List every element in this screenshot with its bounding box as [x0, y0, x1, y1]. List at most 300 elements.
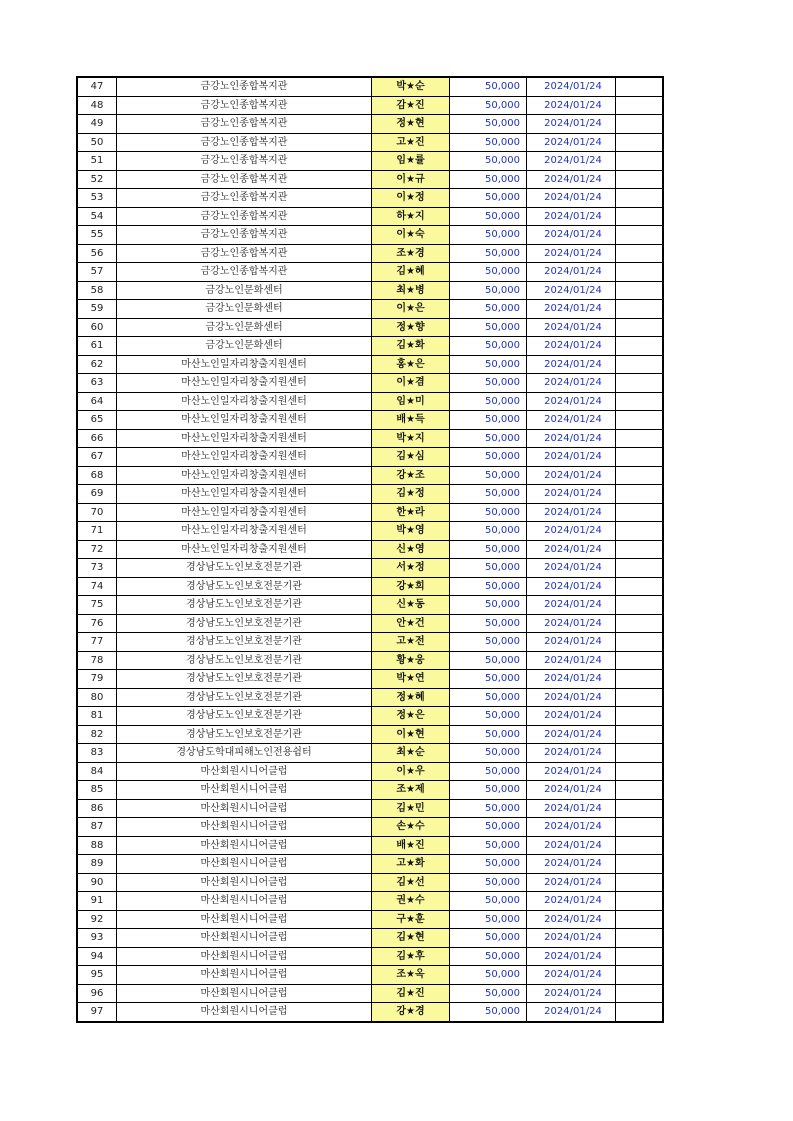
organization-cell: 경상남도학대피해노인전용쉼터: [117, 744, 372, 763]
organization-cell: 금강노인종합복지관: [117, 133, 372, 152]
recipient-name-cell: 정★향: [372, 318, 450, 337]
recipient-name-cell: 정★은: [372, 707, 450, 726]
date-cell: 2024/01/24: [527, 374, 616, 393]
row-number-cell: 90: [77, 873, 117, 892]
table-row: [77, 892, 663, 911]
note-cell: [616, 170, 664, 189]
row-number-cell: 77: [77, 633, 117, 652]
row-number-cell: 81: [77, 707, 117, 726]
amount-cell: 50,000: [450, 281, 527, 300]
date-cell: 2024/01/24: [527, 577, 616, 596]
recipient-name-cell: 조★옥: [372, 966, 450, 985]
date-cell: 2024/01/24: [527, 355, 616, 374]
table-row: [77, 670, 663, 689]
organization-cell: 경상남도노인보호전문기관: [117, 651, 372, 670]
date-cell: 2024/01/24: [527, 503, 616, 522]
recipient-name-cell: 임★미: [372, 392, 450, 411]
row-number-cell: 95: [77, 966, 117, 985]
note-cell: [616, 503, 664, 522]
table-row: [77, 207, 663, 226]
date-cell: 2024/01/24: [527, 300, 616, 319]
amount-cell: 50,000: [450, 503, 527, 522]
note-cell: [616, 540, 664, 559]
organization-cell: 마산회원시니어클럽: [117, 818, 372, 837]
date-cell: 2024/01/24: [527, 133, 616, 152]
date-cell: 2024/01/24: [527, 910, 616, 929]
table-row: [77, 170, 663, 189]
date-cell: 2024/01/24: [527, 873, 616, 892]
organization-cell: 금강노인종합복지관: [117, 170, 372, 189]
note-cell: [616, 300, 664, 319]
table-row: [77, 799, 663, 818]
organization-cell: 경상남도노인보호전문기관: [117, 688, 372, 707]
amount-cell: 50,000: [450, 485, 527, 504]
row-number-cell: 60: [77, 318, 117, 337]
note-cell: [616, 263, 664, 282]
date-cell: 2024/01/24: [527, 725, 616, 744]
date-cell: 2024/01/24: [527, 77, 616, 96]
recipient-name-cell: 정★혜: [372, 688, 450, 707]
organization-cell: 마산노인일자리창출지원센터: [117, 429, 372, 448]
row-number-cell: 71: [77, 522, 117, 541]
recipient-name-cell: 이★겸: [372, 374, 450, 393]
table-row: [77, 651, 663, 670]
table-row: [77, 947, 663, 966]
date-cell: 2024/01/24: [527, 762, 616, 781]
note-cell: [616, 744, 664, 763]
table-row: [77, 559, 663, 578]
note-cell: [616, 466, 664, 485]
recipient-name-cell: 조★경: [372, 244, 450, 263]
row-number-cell: 55: [77, 226, 117, 245]
date-cell: 2024/01/24: [527, 1003, 616, 1022]
amount-cell: 50,000: [450, 244, 527, 263]
organization-cell: 마산회원시니어클럽: [117, 799, 372, 818]
recipient-name-cell: 하★지: [372, 207, 450, 226]
date-cell: 2024/01/24: [527, 651, 616, 670]
row-number-cell: 66: [77, 429, 117, 448]
note-cell: [616, 929, 664, 948]
table-row: [77, 337, 663, 356]
table-row: [77, 966, 663, 985]
organization-cell: 마산회원시니어클럽: [117, 855, 372, 874]
note-cell: [616, 189, 664, 208]
table-row: [77, 300, 663, 319]
table-row: [77, 984, 663, 1003]
table-row: [77, 152, 663, 171]
note-cell: [616, 411, 664, 430]
row-number-cell: 68: [77, 466, 117, 485]
note-cell: [616, 77, 664, 96]
amount-cell: 50,000: [450, 522, 527, 541]
recipient-name-cell: 김★진: [372, 984, 450, 1003]
organization-cell: 금강노인문화센터: [117, 281, 372, 300]
organization-cell: 금강노인종합복지관: [117, 189, 372, 208]
amount-cell: 50,000: [450, 596, 527, 615]
organization-cell: 마산회원시니어클럽: [117, 873, 372, 892]
note-cell: [616, 448, 664, 467]
note-cell: [616, 115, 664, 134]
recipient-name-cell: 이★은: [372, 300, 450, 319]
organization-cell: 마산회원시니어클럽: [117, 1003, 372, 1022]
note-cell: [616, 559, 664, 578]
note-cell: [616, 688, 664, 707]
date-cell: 2024/01/24: [527, 984, 616, 1003]
table-row: [77, 929, 663, 948]
note-cell: [616, 725, 664, 744]
recipient-name-cell: 강★경: [372, 1003, 450, 1022]
table-row: [77, 707, 663, 726]
date-cell: 2024/01/24: [527, 189, 616, 208]
organization-cell: 경상남도노인보호전문기관: [117, 633, 372, 652]
row-number-cell: 51: [77, 152, 117, 171]
recipient-name-cell: 신★영: [372, 540, 450, 559]
date-cell: 2024/01/24: [527, 836, 616, 855]
amount-cell: 50,000: [450, 836, 527, 855]
recipient-name-cell: 김★정: [372, 485, 450, 504]
date-cell: 2024/01/24: [527, 318, 616, 337]
date-cell: 2024/01/24: [527, 799, 616, 818]
amount-cell: 50,000: [450, 651, 527, 670]
date-cell: 2024/01/24: [527, 152, 616, 171]
note-cell: [616, 281, 664, 300]
table-row: [77, 485, 663, 504]
table-row: [77, 522, 663, 541]
row-number-cell: 94: [77, 947, 117, 966]
row-number-cell: 48: [77, 96, 117, 115]
amount-cell: 50,000: [450, 300, 527, 319]
organization-cell: 금강노인문화센터: [117, 318, 372, 337]
date-cell: 2024/01/24: [527, 263, 616, 282]
amount-cell: 50,000: [450, 873, 527, 892]
note-cell: [616, 836, 664, 855]
note-cell: [616, 429, 664, 448]
amount-cell: 50,000: [450, 966, 527, 985]
date-cell: 2024/01/24: [527, 485, 616, 504]
row-number-cell: 78: [77, 651, 117, 670]
table-row: [77, 688, 663, 707]
date-cell: 2024/01/24: [527, 892, 616, 911]
amount-cell: 50,000: [450, 910, 527, 929]
amount-cell: 50,000: [450, 152, 527, 171]
organization-cell: 마산노인일자리창출지원센터: [117, 355, 372, 374]
date-cell: 2024/01/24: [527, 170, 616, 189]
amount-cell: 50,000: [450, 540, 527, 559]
recipient-name-cell: 이★현: [372, 725, 450, 744]
organization-cell: 마산회원시니어클럽: [117, 781, 372, 800]
recipient-name-cell: 구★훈: [372, 910, 450, 929]
organization-cell: 마산회원시니어클럽: [117, 947, 372, 966]
row-number-cell: 73: [77, 559, 117, 578]
date-cell: 2024/01/24: [527, 966, 616, 985]
table-row: [77, 392, 663, 411]
table-row: [77, 429, 663, 448]
amount-cell: 50,000: [450, 725, 527, 744]
recipient-name-cell: 한★라: [372, 503, 450, 522]
row-number-cell: 58: [77, 281, 117, 300]
amount-cell: 50,000: [450, 688, 527, 707]
recipient-name-cell: 김★선: [372, 873, 450, 892]
date-cell: 2024/01/24: [527, 781, 616, 800]
date-cell: 2024/01/24: [527, 929, 616, 948]
recipient-name-cell: 배★득: [372, 411, 450, 430]
note-cell: [616, 947, 664, 966]
recipient-name-cell: 안★건: [372, 614, 450, 633]
row-number-cell: 72: [77, 540, 117, 559]
table-row: [77, 762, 663, 781]
amount-cell: 50,000: [450, 799, 527, 818]
date-cell: 2024/01/24: [527, 707, 616, 726]
row-number-cell: 96: [77, 984, 117, 1003]
date-cell: 2024/01/24: [527, 448, 616, 467]
recipient-name-cell: 박★영: [372, 522, 450, 541]
organization-cell: 마산회원시니어클럽: [117, 910, 372, 929]
recipient-name-cell: 최★순: [372, 744, 450, 763]
note-cell: [616, 966, 664, 985]
note-cell: [616, 910, 664, 929]
date-cell: 2024/01/24: [527, 115, 616, 134]
organization-cell: 마산회원시니어클럽: [117, 929, 372, 948]
amount-cell: 50,000: [450, 892, 527, 911]
row-number-cell: 91: [77, 892, 117, 911]
recipient-name-cell: 신★동: [372, 596, 450, 615]
note-cell: [616, 799, 664, 818]
date-cell: 2024/01/24: [527, 633, 616, 652]
organization-cell: 금강노인종합복지관: [117, 244, 372, 263]
amount-cell: 50,000: [450, 355, 527, 374]
date-cell: 2024/01/24: [527, 559, 616, 578]
recipient-name-cell: 박★지: [372, 429, 450, 448]
date-cell: 2024/01/24: [527, 855, 616, 874]
date-cell: 2024/01/24: [527, 540, 616, 559]
table-row: [77, 96, 663, 115]
table-row: [77, 540, 663, 559]
date-cell: 2024/01/24: [527, 392, 616, 411]
note-cell: [616, 244, 664, 263]
recipient-name-cell: 이★규: [372, 170, 450, 189]
organization-cell: 마산노인일자리창출지원센터: [117, 411, 372, 430]
amount-cell: 50,000: [450, 392, 527, 411]
table-row: [77, 77, 663, 96]
note-cell: [616, 855, 664, 874]
amount-cell: 50,000: [450, 1003, 527, 1022]
organization-cell: 금강노인종합복지관: [117, 115, 372, 134]
amount-cell: 50,000: [450, 707, 527, 726]
table-row: [77, 503, 663, 522]
note-cell: [616, 707, 664, 726]
note-cell: [616, 651, 664, 670]
recipient-name-cell: 홍★은: [372, 355, 450, 374]
organization-cell: 금강노인문화센터: [117, 337, 372, 356]
amount-cell: 50,000: [450, 466, 527, 485]
recipient-name-cell: 김★심: [372, 448, 450, 467]
row-number-cell: 97: [77, 1003, 117, 1022]
amount-cell: 50,000: [450, 115, 527, 134]
row-number-cell: 86: [77, 799, 117, 818]
row-number-cell: 79: [77, 670, 117, 689]
row-number-cell: 67: [77, 448, 117, 467]
table-row: [77, 318, 663, 337]
organization-cell: 마산회원시니어클럽: [117, 762, 372, 781]
table-row: [77, 781, 663, 800]
organization-cell: 금강노인종합복지관: [117, 226, 372, 245]
organization-cell: 마산노인일자리창출지원센터: [117, 522, 372, 541]
organization-cell: 경상남도노인보호전문기관: [117, 577, 372, 596]
row-number-cell: 57: [77, 263, 117, 282]
table-row: [77, 466, 663, 485]
note-cell: [616, 633, 664, 652]
table-row: [77, 873, 663, 892]
recipient-name-cell: 김★혜: [372, 263, 450, 282]
table-row: [77, 577, 663, 596]
amount-cell: 50,000: [450, 96, 527, 115]
note-cell: [616, 577, 664, 596]
row-number-cell: 83: [77, 744, 117, 763]
row-number-cell: 52: [77, 170, 117, 189]
table-row: [77, 725, 663, 744]
note-cell: [616, 670, 664, 689]
table-row: [77, 226, 663, 245]
row-number-cell: 88: [77, 836, 117, 855]
row-number-cell: 53: [77, 189, 117, 208]
table-row: [77, 855, 663, 874]
note-cell: [616, 522, 664, 541]
organization-cell: 금강노인종합복지관: [117, 263, 372, 282]
table-row: [77, 133, 663, 152]
amount-cell: 50,000: [450, 781, 527, 800]
row-number-cell: 85: [77, 781, 117, 800]
row-number-cell: 69: [77, 485, 117, 504]
date-cell: 2024/01/24: [527, 947, 616, 966]
organization-cell: 마산회원시니어클럽: [117, 966, 372, 985]
row-number-cell: 54: [77, 207, 117, 226]
row-number-cell: 56: [77, 244, 117, 263]
table-row: [77, 115, 663, 134]
date-cell: 2024/01/24: [527, 337, 616, 356]
amount-cell: 50,000: [450, 170, 527, 189]
date-cell: 2024/01/24: [527, 207, 616, 226]
organization-cell: 마산노인일자리창출지원센터: [117, 466, 372, 485]
amount-cell: 50,000: [450, 855, 527, 874]
table-row: [77, 596, 663, 615]
note-cell: [616, 96, 664, 115]
note-cell: [616, 818, 664, 837]
row-number-cell: 76: [77, 614, 117, 633]
note-cell: [616, 614, 664, 633]
organization-cell: 마산노인일자리창출지원센터: [117, 374, 372, 393]
organization-cell: 마산노인일자리창출지원센터: [117, 540, 372, 559]
row-number-cell: 82: [77, 725, 117, 744]
recipient-name-cell: 김★화: [372, 337, 450, 356]
amount-cell: 50,000: [450, 207, 527, 226]
recipient-name-cell: 정★현: [372, 115, 450, 134]
organization-cell: 금강노인종합복지관: [117, 77, 372, 96]
organization-cell: 마산노인일자리창출지원센터: [117, 485, 372, 504]
organization-cell: 금강노인종합복지관: [117, 207, 372, 226]
amount-cell: 50,000: [450, 929, 527, 948]
date-cell: 2024/01/24: [527, 466, 616, 485]
recipient-name-cell: 김★민: [372, 799, 450, 818]
row-number-cell: 64: [77, 392, 117, 411]
table-row: [77, 189, 663, 208]
organization-cell: 마산회원시니어클럽: [117, 892, 372, 911]
amount-cell: 50,000: [450, 559, 527, 578]
row-number-cell: 50: [77, 133, 117, 152]
note-cell: [616, 596, 664, 615]
recipient-name-cell: 고★진: [372, 133, 450, 152]
recipient-name-cell: 강★조: [372, 466, 450, 485]
organization-cell: 경상남도노인보호전문기관: [117, 725, 372, 744]
row-number-cell: 49: [77, 115, 117, 134]
row-number-cell: 47: [77, 77, 117, 96]
donation-table: [76, 76, 664, 1023]
recipient-name-cell: 이★정: [372, 189, 450, 208]
date-cell: 2024/01/24: [527, 96, 616, 115]
recipient-name-cell: 최★병: [372, 281, 450, 300]
organization-cell: 마산노인일자리창출지원센터: [117, 503, 372, 522]
amount-cell: 50,000: [450, 429, 527, 448]
recipient-name-cell: 임★률: [372, 152, 450, 171]
date-cell: 2024/01/24: [527, 818, 616, 837]
recipient-name-cell: 감★진: [372, 96, 450, 115]
organization-cell: 경상남도노인보호전문기관: [117, 596, 372, 615]
row-number-cell: 62: [77, 355, 117, 374]
organization-cell: 마산회원시니어클럽: [117, 984, 372, 1003]
table-row: [77, 614, 663, 633]
note-cell: [616, 337, 664, 356]
recipient-name-cell: 박★순: [372, 77, 450, 96]
date-cell: 2024/01/24: [527, 281, 616, 300]
note-cell: [616, 355, 664, 374]
amount-cell: 50,000: [450, 77, 527, 96]
recipient-name-cell: 고★전: [372, 633, 450, 652]
recipient-name-cell: 권★수: [372, 892, 450, 911]
amount-cell: 50,000: [450, 411, 527, 430]
organization-cell: 금강노인종합복지관: [117, 152, 372, 171]
amount-cell: 50,000: [450, 448, 527, 467]
recipient-name-cell: 이★우: [372, 762, 450, 781]
table-row: [77, 263, 663, 282]
note-cell: [616, 207, 664, 226]
organization-cell: 마산노인일자리창출지원센터: [117, 392, 372, 411]
recipient-name-cell: 서★정: [372, 559, 450, 578]
organization-cell: 경상남도노인보호전문기관: [117, 707, 372, 726]
note-cell: [616, 1003, 664, 1022]
note-cell: [616, 318, 664, 337]
table-row: [77, 744, 663, 763]
note-cell: [616, 226, 664, 245]
table-row: [77, 411, 663, 430]
organization-cell: 금강노인문화센터: [117, 300, 372, 319]
recipient-name-cell: 고★화: [372, 855, 450, 874]
row-number-cell: 75: [77, 596, 117, 615]
amount-cell: 50,000: [450, 947, 527, 966]
note-cell: [616, 892, 664, 911]
recipient-name-cell: 손★수: [372, 818, 450, 837]
row-number-cell: 59: [77, 300, 117, 319]
row-number-cell: 93: [77, 929, 117, 948]
note-cell: [616, 984, 664, 1003]
amount-cell: 50,000: [450, 577, 527, 596]
recipient-name-cell: 강★희: [372, 577, 450, 596]
amount-cell: 50,000: [450, 263, 527, 282]
organization-cell: 금강노인종합복지관: [117, 96, 372, 115]
amount-cell: 50,000: [450, 614, 527, 633]
date-cell: 2024/01/24: [527, 226, 616, 245]
recipient-name-cell: 김★현: [372, 929, 450, 948]
recipient-name-cell: 김★후: [372, 947, 450, 966]
row-number-cell: 89: [77, 855, 117, 874]
